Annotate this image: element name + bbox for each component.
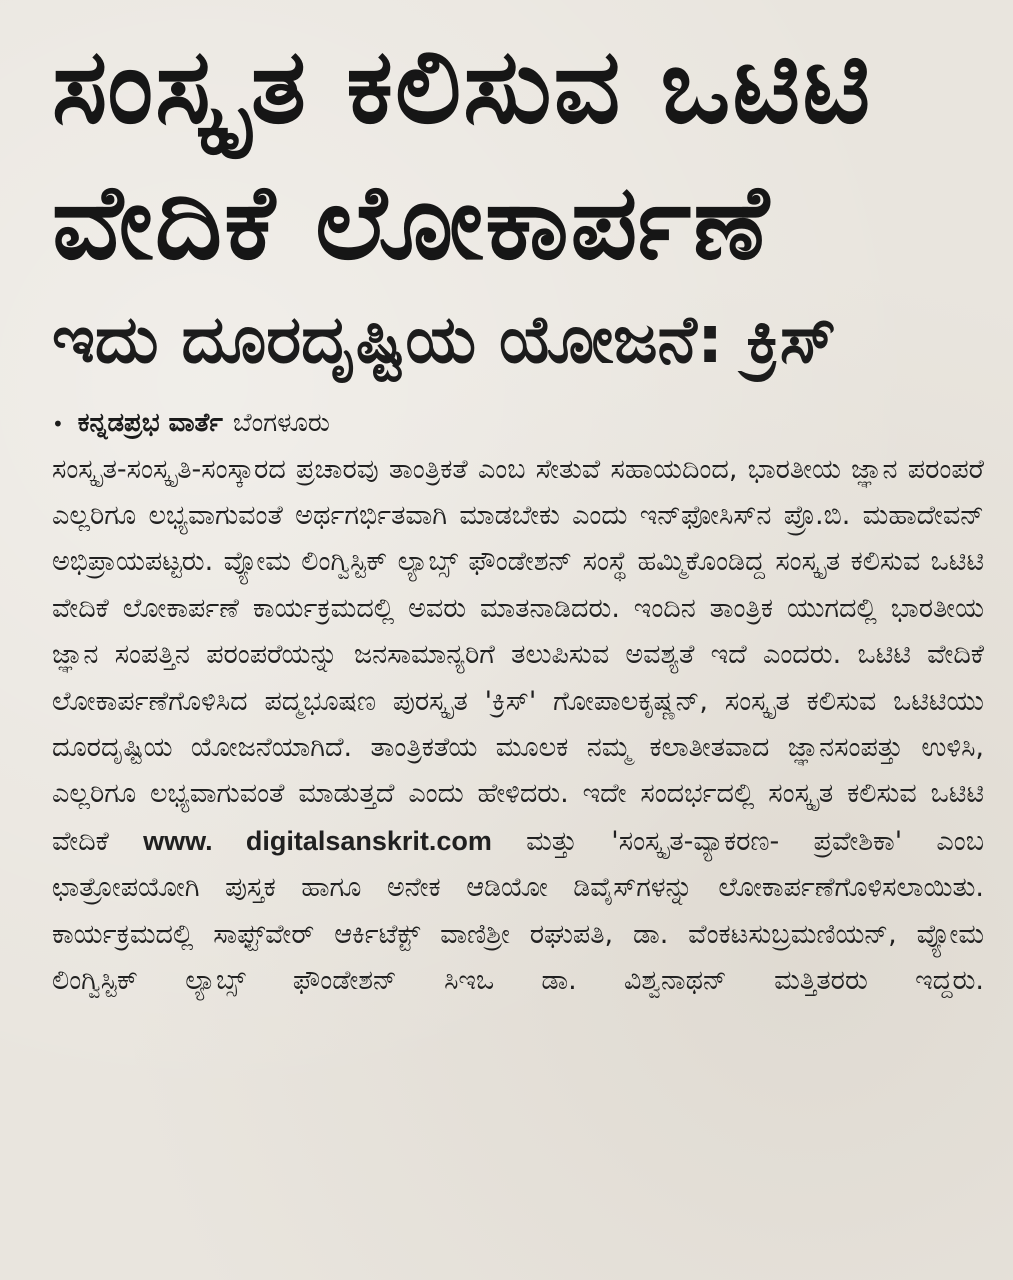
byline bbox=[52, 402, 983, 445]
byline-place: ಬೆಂಗಳೂರು bbox=[232, 408, 330, 438]
subheadline: ಇದು ದೂರದೃಷ್ಟಿಯ ಯೋಜನೆ: ಕ್ರಿಸ್ bbox=[52, 301, 837, 378]
headline-line-2: ವೇದಿಕೆ ಲೋಕಾರ್ಪಣೆ bbox=[52, 161, 771, 283]
website-url: www. digitalsanskrit.com bbox=[143, 825, 492, 856]
byline-source: ಕನ್ನಡಪ್ರಭ ವಾರ್ತೆ bbox=[77, 408, 223, 438]
article-body bbox=[52, 447, 984, 1005]
headline-line-1: ಸಂಸ್ಕೃತ ಕಲಿಸುವ ಒಟಿಟಿ bbox=[52, 25, 873, 147]
article-body-part-1: ಸಂಸ್ಕೃತ-ಸಂಸ್ಕೃತಿ-ಸಂಸ್ಕಾರದ ಪ್ರಚಾರವು ತಾಂತ್ರಿಕತೆ ಎಂಬ ಸೇತುವೆ ಸಹಾಯದಿಂದ, ಭಾರತೀಯ ಜ್ಞಾನ ಪರಂಪರೆ ಎಲ್ಲರಿಗೂ ಲಭ್ಯವಾಗುವಂತೆ ಅರ್ಥಗರ್ಭಿತವಾಗಿ ಮಾಡಬೇಕು ಎಂದು ಇನ್‌ಫೋಸಿಸ್‌ನ ಪ್ರೊ.ಬಿ. ಮಹಾದೇವನ್ ಅಭಿಪ್ರಾಯಪಟ್ಟರು. ವ್ಯೋಮ ಲಿಂಗ್ವಿಸ್ಟಿಕ್ ಲ್ಯಾಬ್ಸ್ ಫೌಂಡೇಶನ್ ಸಂಸ್ಥೆ ಹಮ್ಮಿಕೊಂಡಿದ್ದ ಸಂಸ್ಕೃತ ಕಲಿಸುವ ಒಟಿಟಿ ವೇದಿಕೆ ಲೋಕಾರ್ಪಣೆ ಕಾರ್ಯಕ್ರಮದಲ್ಲಿ ಅವರು ಮಾತನಾಡಿದರು. ಇಂದಿನ ತಾಂತ್ರಿಕ ಯುಗದಲ್ಲಿ ಭಾರತೀಯ ಜ್ಞಾನ ಸಂಪತ್ತಿನ ಪರಂಪರೆಯನ್ನು ಜನಸಾಮಾನ್ಯರಿಗೆ ತಲುಪಿಸುವ ಅವಶ್ಯತೆ ಇದೆ ಎಂದರು. ಒಟಿಟಿ ವೇದಿಕೆ ಲೋಕಾರ್ಪಣೆಗೊಳಿಸಿದ ಪದ್ಮಭೂಷಣ ಪುರಸ್ಕೃತ 'ಕ್ರಿಸ್' ಗೋಪಾಲಕೃಷ್ಣನ್, ಸಂಸ್ಕೃತ ಕಲಿಸುವ ಒಟಿಟಿಯು ದೂರದೃಷ್ಟಿಯ ಯೋಜನೆಯಾಗಿದೆ. ತಾಂತ್ರಿಕತೆಯ ಮೂಲಕ ನಮ್ಮ ಕಲಾತೀತವಾದ ಜ್ಞಾನಸಂಪತ್ತು ಉಳಿಸಿ, ಎಲ್ಲರಿಗೂ ಲಭ್ಯವಾಗುವಂತೆ ಮಾಡುತ್ತದೆ ಎಂದು ಹೇಳಿದರು. ಇದೇ ಸಂದರ್ಭದಲ್ಲಿ ಸಂಸ್ಕೃತ ಕಲಿಸುವ ಒಟಿಟಿ ವೇದಿಕೆ bbox=[52, 453, 984, 857]
bullet-icon: • bbox=[52, 411, 64, 436]
article-body-part-2: ಮತ್ತು 'ಸಂಸ್ಕೃತ-ವ್ಯಾಕರಣ- ಪ್ರವೇಶಿಕಾ' ಎಂಬ ಛಾತ್ರೋಪಯೋಗಿ ಪುಸ್ತಕ ಹಾಗೂ ಅನೇಕ ಆಡಿಯೋ ಡಿವೈಸ್‌ಗಳನ್ನು ಲೋಕಾರ್ಪಣೆಗೊಳಿಸಲಾಯಿತು. ಕಾರ್ಯಕ್ರಮದಲ್ಲಿ ಸಾಫ್ಟ್‌ವೇರ್ ಆರ್ಕಿಟೆಕ್ಟ್ ವಾಣಿಶ್ರೀ ರಘುಪತಿ, ಡಾ. ವೆಂಕಟಸುಬ್ರಮಣಿಯನ್, ವ್ಯೋಮ ಲಿಂಗ್ವಿಸ್ಟಿಕ್ ಲ್ಯಾಬ್ಸ್ ಫೌಂಡೇಶನ್ ಸಿಇಒ ಡಾ. ವಿಶ್ವನಾಥನ್ ಮತ್ತಿತರರು ಇದ್ದರು. bbox=[52, 825, 984, 996]
